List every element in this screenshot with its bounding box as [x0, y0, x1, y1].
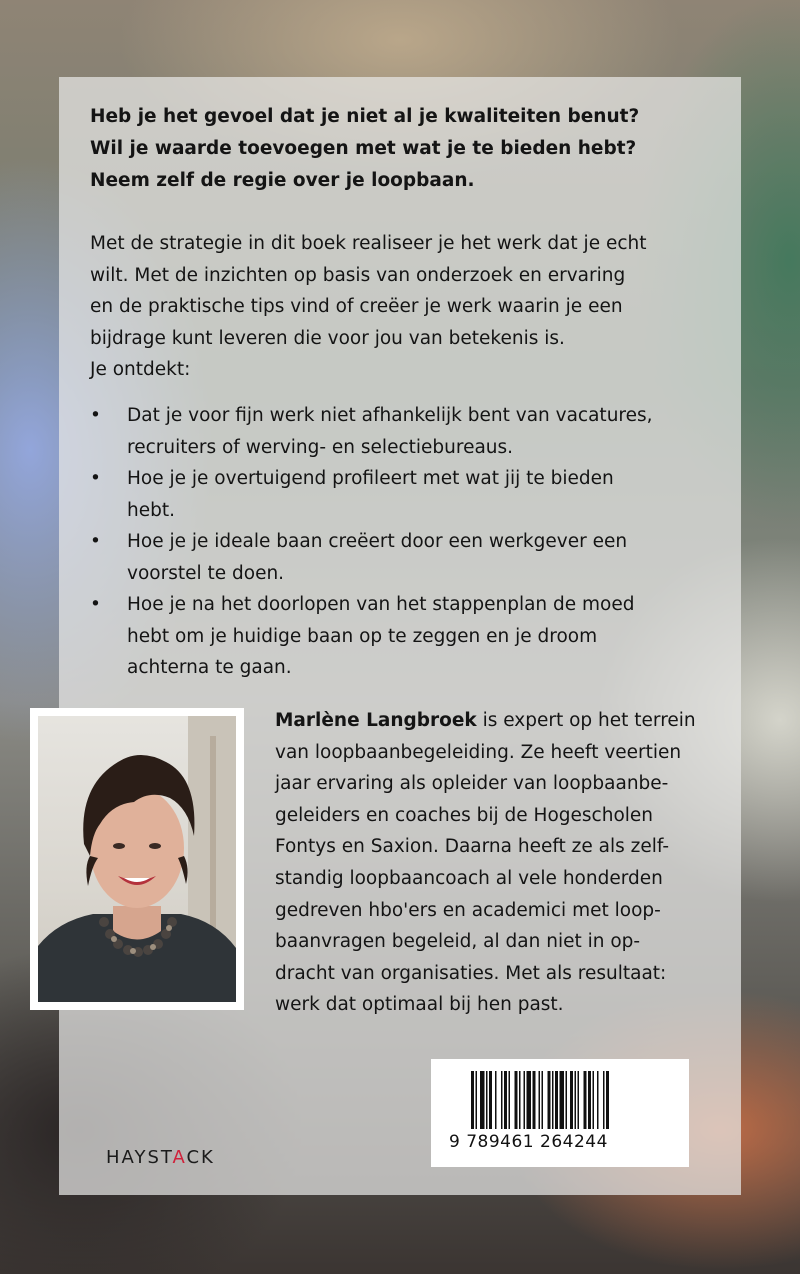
bullet-item — [90, 463, 730, 526]
author-bio — [275, 705, 725, 1021]
bio-line: gedreven hbo'ers en academici met loop- — [275, 899, 661, 921]
barcode-bar — [519, 1071, 521, 1129]
barcode-bar — [489, 1071, 492, 1129]
bullet-line: voorstel te doen. — [127, 562, 285, 584]
author-name: Marlène Langbroek — [275, 710, 477, 731]
bio-line: geleiders en coaches bij de Hogescholen — [275, 804, 654, 826]
bullet-list — [90, 400, 730, 684]
intro-line: Heb je het gevoel dat je niet al je kwaliteiten benut? — [90, 106, 640, 127]
bio-line: standig loopbaancoach al vele honderden — [275, 867, 663, 889]
bio-line: jaar ervaring als opleider van loopbaanbe- — [275, 773, 669, 795]
bullet-line: achterna te gaan. — [127, 657, 292, 678]
barcode-bar — [539, 1071, 541, 1129]
barcode-bar — [552, 1071, 554, 1129]
bio-line: dracht van organisaties. Met als resultaat: — [275, 962, 667, 984]
barcode-bar — [527, 1071, 532, 1129]
intro-line: Wil je waarde toevoegen met wat je te bieden hebt? — [90, 138, 637, 159]
barcode-bar — [597, 1071, 599, 1129]
bullet-item — [90, 400, 730, 463]
bio-line: baanvragen begeleid, al dan niet in op- — [275, 931, 641, 953]
barcode-bar — [566, 1071, 568, 1129]
body-paragraph — [90, 228, 730, 386]
author-photo-frame — [30, 708, 244, 1010]
bullet-line: hebt om je huidige baan op te zeggen en je droom — [127, 625, 598, 647]
barcode-bar — [542, 1071, 544, 1129]
body-line: Met de strategie in dit boek realiseer je het werk dat je echt — [90, 233, 647, 254]
bullet-marker: • — [90, 405, 101, 426]
barcode-bar — [584, 1071, 587, 1129]
barcode-bar — [588, 1071, 591, 1129]
publisher-logo — [106, 1147, 215, 1168]
publisher-name: HAYSTACK — [106, 1147, 215, 1168]
bullet-marker: • — [90, 594, 101, 615]
author-photo — [38, 716, 236, 1002]
barcode-bar — [476, 1071, 478, 1129]
barcode-bar — [575, 1071, 577, 1129]
body-line: wilt. Met de inzichten op basis van onderzoek en ervaring — [90, 264, 626, 286]
bio-line: is expert op het terrein — [476, 710, 696, 731]
bullet-line: Hoe je je overtuigend profileert met wat jij te bieden — [127, 468, 614, 489]
bullet-line: Dat je voor fijn werk niet afhankelijk bent van vacatures, — [127, 405, 653, 426]
barcode-bar — [471, 1071, 474, 1129]
bio-line: van loopbaanbegeleiding. Ze heeft veertien — [275, 741, 682, 763]
barcode-bar — [501, 1071, 503, 1129]
barcode-bar — [548, 1071, 551, 1129]
body-line: en de praktische tips vind of creëer je werk waarin je een — [90, 296, 623, 317]
barcode-bar — [533, 1071, 536, 1129]
barcode-bar — [560, 1071, 565, 1129]
barcode-bar — [593, 1071, 595, 1129]
body-line: Je ontdekt: — [90, 359, 191, 380]
bio-line: Fontys en Saxion. Daarna heeft ze als zelf- — [275, 836, 670, 858]
barcode-bar — [524, 1071, 526, 1129]
barcode-bar — [504, 1071, 507, 1129]
barcode-bar — [578, 1071, 580, 1129]
barcode-bar — [486, 1071, 488, 1129]
intro-line: Neem zelf de regie over je loopbaan. — [90, 170, 475, 191]
publisher-accent-letter: A — [172, 1147, 187, 1168]
barcode-bar — [606, 1071, 609, 1129]
isbn-digits: 9 789461 264244 — [449, 1132, 608, 1152]
bullet-item — [90, 526, 730, 589]
author-portrait-illustration — [38, 716, 236, 1002]
body-line: bijdrage kunt leveren die voor jou van betekenis is. — [90, 327, 565, 349]
barcode-bar — [509, 1071, 511, 1129]
intro-questions — [90, 101, 730, 197]
barcode-bar — [515, 1071, 518, 1129]
bullet-line: Hoe je je ideale baan creëert door een werkgever een — [127, 531, 628, 552]
barcode-bar — [495, 1071, 497, 1129]
bio-first-line — [275, 705, 725, 737]
bullet-line: hebt. — [127, 499, 175, 521]
bio-line: werk dat optimaal bij hen past. — [275, 994, 564, 1016]
bullet-line: recruiters of werving- en selectiebureaus. — [127, 436, 514, 458]
barcode-bar — [603, 1071, 605, 1129]
barcode-bar — [555, 1071, 558, 1129]
bullet-line: Hoe je na het doorlopen van het stappenplan de moed — [127, 594, 635, 615]
bullet-marker: • — [90, 531, 101, 552]
bullet-item — [90, 589, 730, 684]
barcode-bar — [570, 1071, 573, 1129]
bullet-marker: • — [90, 468, 101, 489]
isbn-barcode — [431, 1059, 689, 1167]
barcode-bar — [480, 1071, 485, 1129]
